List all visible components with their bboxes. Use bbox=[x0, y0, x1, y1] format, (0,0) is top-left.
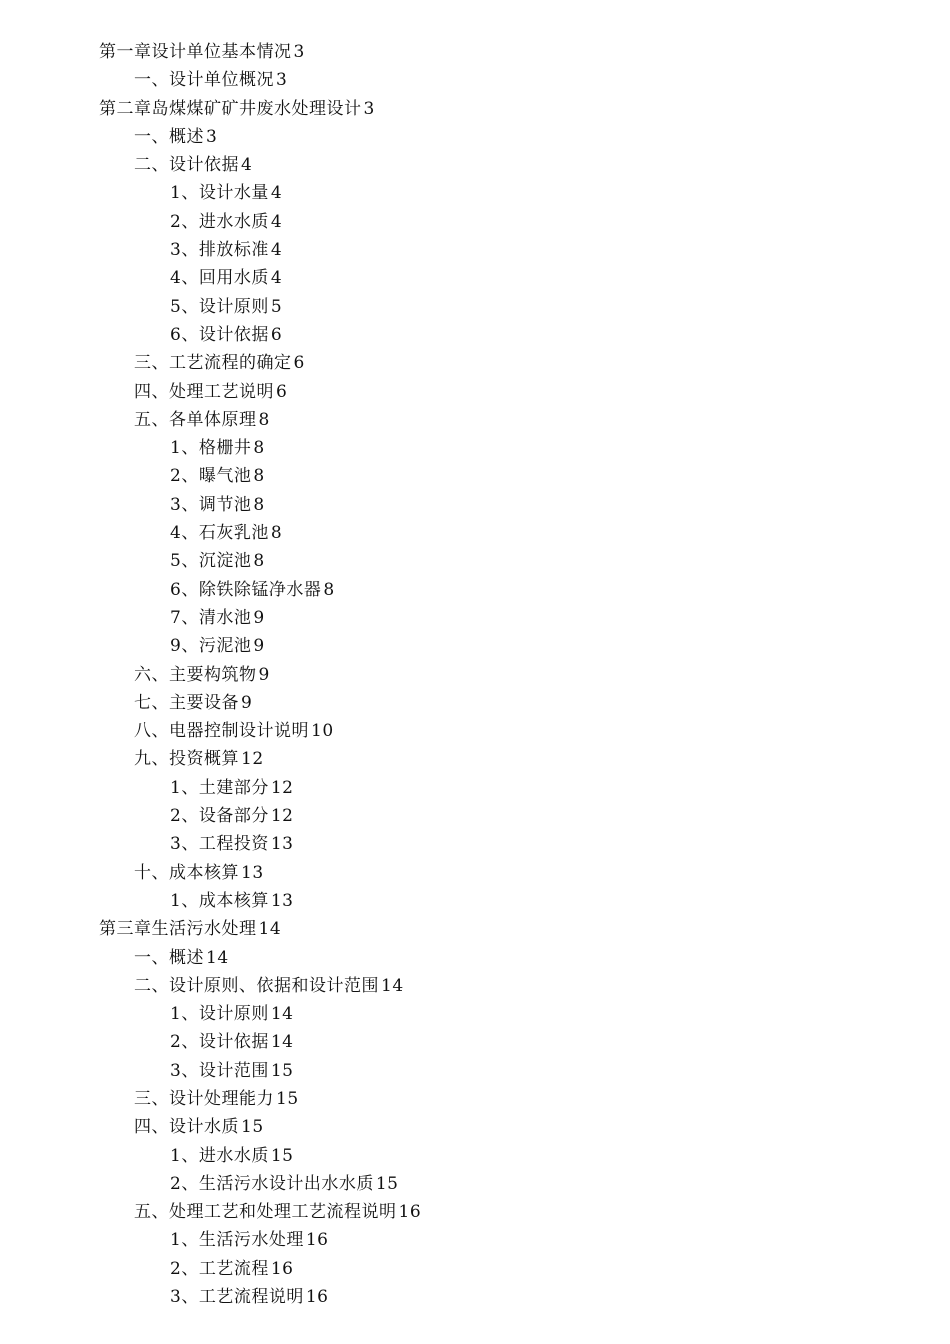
toc-entry-title: 三、设计处理能力 bbox=[134, 1088, 274, 1109]
toc-entry[interactable] bbox=[0, 745, 950, 773]
toc-entry[interactable] bbox=[0, 236, 950, 264]
toc-entry[interactable] bbox=[0, 462, 950, 490]
toc-entry-title: 一、概述 bbox=[134, 947, 204, 968]
toc-entry-title: 六、主要构筑物 bbox=[134, 664, 257, 685]
toc-entry-page-number: 14 bbox=[270, 1032, 294, 1053]
toc-entry-title: 2、进水水质 bbox=[170, 211, 269, 232]
toc-entry[interactable] bbox=[0, 123, 950, 151]
toc-entry-page-number: 15 bbox=[241, 1117, 264, 1138]
toc-entry-page-number: 6 bbox=[293, 353, 305, 374]
toc-entry-page-number: 6 bbox=[270, 324, 283, 345]
toc-entry[interactable] bbox=[0, 321, 950, 349]
toc-entry-title: 6、设计依据 bbox=[170, 324, 269, 345]
toc-entry[interactable] bbox=[0, 944, 950, 972]
toc-entry-title: 2、设计依据 bbox=[170, 1032, 269, 1053]
toc-entry-page-number: 8 bbox=[253, 551, 265, 572]
toc-entry-page-number: 8 bbox=[270, 523, 283, 544]
toc-entry-title: 四、处理工艺说明 bbox=[134, 381, 274, 402]
toc-entry[interactable] bbox=[0, 1113, 950, 1141]
toc-entry-page-number: 14 bbox=[206, 947, 229, 968]
toc-entry-title: 7、清水池 bbox=[170, 607, 252, 628]
toc-entry[interactable] bbox=[0, 179, 950, 207]
toc-entry-page-number: 15 bbox=[375, 1173, 399, 1194]
toc-entry-page-number: 9 bbox=[253, 636, 265, 657]
toc-entry-page-number: 15 bbox=[276, 1088, 299, 1109]
toc-entry[interactable] bbox=[0, 547, 950, 575]
toc-entry-page-number: 8 bbox=[253, 494, 265, 515]
toc-entry[interactable] bbox=[0, 604, 950, 632]
toc-entry-title: 2、工艺流程 bbox=[170, 1258, 269, 1279]
toc-entry[interactable] bbox=[0, 661, 950, 689]
toc-entry-page-number: 15 bbox=[270, 1060, 294, 1081]
toc-entry-page-number: 15 bbox=[270, 1145, 294, 1166]
toc-entry-title: 1、土建部分 bbox=[170, 777, 269, 798]
toc-entry-title: 第三章生活污水处理 bbox=[99, 919, 257, 940]
toc-entry[interactable] bbox=[0, 491, 950, 519]
toc-entry[interactable] bbox=[0, 1255, 950, 1283]
toc-entry[interactable] bbox=[0, 859, 950, 887]
toc-entry-title: 1、成本核算 bbox=[170, 890, 269, 911]
toc-entry[interactable] bbox=[0, 1028, 950, 1056]
toc-entry-title: 1、进水水质 bbox=[170, 1145, 269, 1166]
toc-entry-page-number: 4 bbox=[241, 155, 253, 176]
toc-entry[interactable] bbox=[0, 519, 950, 547]
toc-entry-page-number: 16 bbox=[270, 1258, 294, 1279]
toc-entry[interactable] bbox=[0, 95, 950, 123]
toc-entry[interactable] bbox=[0, 1198, 950, 1226]
toc-entry-title: 2、设备部分 bbox=[170, 806, 269, 827]
toc-entry[interactable] bbox=[0, 406, 950, 434]
toc-entry[interactable] bbox=[0, 208, 950, 236]
toc-entry[interactable] bbox=[0, 689, 950, 717]
toc-entry-page-number: 8 bbox=[253, 466, 265, 487]
toc-entry-page-number: 14 bbox=[258, 919, 282, 940]
toc-entry-title: 1、设计原则 bbox=[170, 1004, 269, 1025]
toc-entry[interactable] bbox=[0, 349, 950, 377]
toc-entry-title: 3、工艺流程说明 bbox=[170, 1287, 304, 1308]
toc-entry-page-number: 3 bbox=[276, 70, 288, 91]
toc-entry-page-number: 8 bbox=[323, 579, 335, 600]
toc-entry[interactable] bbox=[0, 632, 950, 660]
toc-entry-title: 3、设计范围 bbox=[170, 1060, 269, 1081]
toc-entry-page-number: 4 bbox=[270, 183, 283, 204]
toc-entry-page-number: 6 bbox=[276, 381, 288, 402]
toc-entry[interactable] bbox=[0, 66, 950, 94]
toc-entry-page-number: 14 bbox=[381, 975, 404, 996]
toc-entry-page-number: 3 bbox=[293, 42, 305, 62]
toc-entry[interactable] bbox=[0, 887, 950, 915]
toc-entry[interactable] bbox=[0, 38, 950, 66]
toc-entry-title: 八、电器控制设计说明 bbox=[134, 721, 309, 742]
toc-entry-title: 4、回用水质 bbox=[170, 268, 269, 289]
toc-entry-page-number: 12 bbox=[270, 777, 294, 798]
toc-entry-page-number: 12 bbox=[241, 749, 264, 770]
toc-entry-title: 3、调节池 bbox=[170, 494, 252, 515]
toc-entry[interactable] bbox=[0, 1170, 950, 1198]
toc-entry[interactable] bbox=[0, 830, 950, 858]
toc-entry-page-number: 16 bbox=[305, 1287, 329, 1308]
toc-entry-title: 一、概述 bbox=[134, 126, 204, 147]
toc-entry-page-number: 9 bbox=[253, 607, 265, 628]
toc-entry-title: 3、工程投资 bbox=[170, 834, 269, 855]
toc-entry-title: 1、格栅井 bbox=[170, 438, 252, 459]
toc-entry-page-number: 13 bbox=[270, 834, 294, 855]
toc-entry[interactable] bbox=[0, 1226, 950, 1254]
toc-entry-title: 3、排放标准 bbox=[170, 240, 269, 261]
toc-entry[interactable] bbox=[0, 378, 950, 406]
toc-entry[interactable] bbox=[0, 264, 950, 292]
toc-entry-title: 第二章岛煤煤矿矿井废水处理设计 bbox=[99, 98, 362, 119]
toc-entry[interactable] bbox=[0, 576, 950, 604]
toc-entry[interactable] bbox=[0, 151, 950, 179]
toc-entry[interactable] bbox=[0, 774, 950, 802]
toc-entry-page-number: 10 bbox=[311, 721, 334, 742]
toc-entry[interactable] bbox=[0, 1000, 950, 1028]
toc-entry-title: 5、设计原则 bbox=[170, 296, 269, 317]
toc-entry-page-number: 4 bbox=[270, 268, 283, 289]
toc-entry[interactable] bbox=[0, 1283, 950, 1311]
toc-entry-title: 二、设计依据 bbox=[134, 155, 239, 176]
toc-entry-title: 1、设计水量 bbox=[170, 183, 269, 204]
toc-entry[interactable] bbox=[0, 915, 950, 943]
toc-entry-title: 9、污泥池 bbox=[170, 636, 252, 657]
toc-entry-page-number: 12 bbox=[270, 806, 294, 827]
toc-entry-title: 十、成本核算 bbox=[134, 862, 239, 883]
toc-entry-title: 5、沉淀池 bbox=[170, 551, 252, 572]
table-of-contents bbox=[0, 38, 950, 1311]
toc-entry-page-number: 4 bbox=[270, 211, 283, 232]
toc-entry[interactable] bbox=[0, 293, 950, 321]
toc-entry[interactable] bbox=[0, 972, 950, 1000]
toc-entry-title: 第一章设计单位基本情况 bbox=[99, 42, 292, 62]
toc-entry-page-number: 8 bbox=[253, 438, 265, 459]
toc-entry-title: 九、投资概算 bbox=[134, 749, 239, 770]
toc-entry-title: 4、石灰乳池 bbox=[170, 523, 269, 544]
toc-entry-page-number: 13 bbox=[270, 890, 294, 911]
toc-entry-page-number: 5 bbox=[270, 296, 283, 317]
toc-entry-page-number: 9 bbox=[258, 664, 270, 685]
toc-entry-title: 五、各单体原理 bbox=[134, 409, 257, 430]
toc-entry[interactable] bbox=[0, 717, 950, 745]
toc-entry-page-number: 16 bbox=[305, 1230, 329, 1251]
toc-entry-title: 6、除铁除锰净水器 bbox=[170, 579, 322, 600]
toc-entry-title: 三、工艺流程的确定 bbox=[134, 353, 292, 374]
toc-entry-page-number: 9 bbox=[241, 692, 253, 713]
toc-entry-page-number: 3 bbox=[363, 98, 375, 119]
toc-entry-title: 2、曝气池 bbox=[170, 466, 252, 487]
toc-entry-page-number: 3 bbox=[206, 126, 218, 147]
toc-entry-page-number: 4 bbox=[270, 240, 283, 261]
toc-entry-title: 1、生活污水处理 bbox=[170, 1230, 304, 1251]
toc-entry-title: 2、生活污水设计出水水质 bbox=[170, 1173, 374, 1194]
toc-entry-page-number: 8 bbox=[258, 409, 270, 430]
toc-entry[interactable] bbox=[0, 1142, 950, 1170]
toc-entry-page-number: 14 bbox=[270, 1004, 294, 1025]
toc-entry[interactable] bbox=[0, 1057, 950, 1085]
toc-entry-title: 五、处理工艺和处理工艺流程说明 bbox=[134, 1202, 397, 1223]
toc-entry-title: 七、主要设备 bbox=[134, 692, 239, 713]
toc-entry-title: 四、设计水质 bbox=[134, 1117, 239, 1138]
toc-entry[interactable] bbox=[0, 1085, 950, 1113]
toc-entry-title: 二、设计原则、依据和设计范围 bbox=[134, 975, 379, 996]
toc-entry[interactable] bbox=[0, 434, 950, 462]
toc-entry[interactable] bbox=[0, 802, 950, 830]
toc-entry-page-number: 16 bbox=[398, 1202, 422, 1223]
toc-entry-title: 一、设计单位概况 bbox=[134, 70, 274, 91]
toc-entry-page-number: 13 bbox=[241, 862, 264, 883]
